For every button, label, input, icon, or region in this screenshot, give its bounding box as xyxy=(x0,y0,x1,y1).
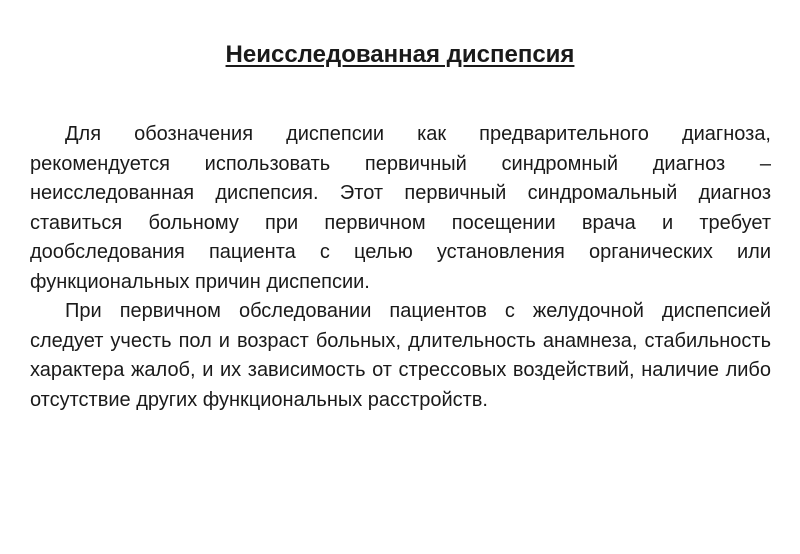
paragraph-1: Для обозначения диспепсии как предварительного диагноза, рекомендуется использовать первичный синдромный диагноз – неисследованная диспепсия. Этот первичный синдромальный диагноз ставиться больному при первичном посещении врача и требует дообследования пациента с целью установления органических или функциональных причин диспепсии. xyxy=(30,123,771,293)
slide-body xyxy=(30,120,771,415)
slide-title: Неисследованная диспепсия xyxy=(225,41,575,68)
paragraph-2: При первичном обследовании пациентов с желудочной диспепсией следует учесть пол и возраст больных, длительность анамнеза, стабильность характера жалоб, и их зависимость от стрессовых воздействий, наличие либо отсутствие других функциональных расстройств. xyxy=(30,300,771,411)
